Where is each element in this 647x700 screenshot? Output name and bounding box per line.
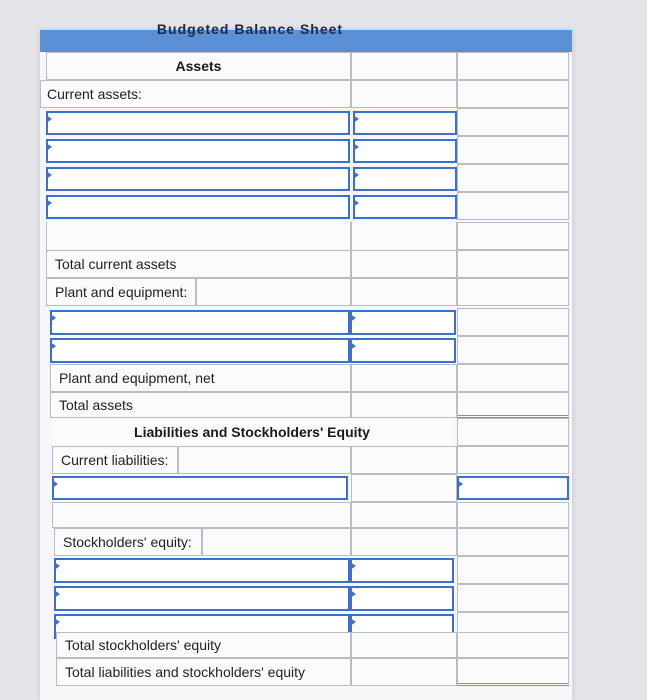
- total-liabilities-equity-row: [40, 658, 572, 686]
- equity-name-input[interactable]: [54, 586, 350, 611]
- current-asset-amount-input[interactable]: [353, 111, 457, 135]
- current-asset-row: [40, 164, 572, 192]
- plant-asset-name-input[interactable]: [50, 338, 350, 363]
- current-asset-name-input[interactable]: [46, 167, 350, 191]
- current-asset-row: [40, 108, 572, 136]
- equity-row: [40, 584, 572, 612]
- plant-equipment-net-label: Plant and equipment, net: [59, 370, 215, 386]
- current-asset-row: [40, 136, 572, 164]
- total-assets-row: [40, 392, 572, 418]
- stockholders-equity-row: [40, 528, 572, 556]
- current-asset-row: [40, 192, 572, 220]
- liabilities-heading-row: [40, 418, 572, 446]
- equity-name-input[interactable]: [54, 558, 350, 583]
- total-current-assets-label: Total current assets: [55, 256, 177, 272]
- liabilities-heading: Liabilities and Stockholders' Equity: [134, 424, 370, 440]
- current-liability-row: [40, 474, 572, 502]
- plant-asset-amount-input[interactable]: [350, 338, 456, 363]
- current-assets-row: [40, 80, 572, 108]
- total-current-assets-row: [40, 250, 572, 278]
- total-stockholders-equity-row: [40, 632, 572, 658]
- header-bar: [40, 21, 572, 52]
- current-asset-name-input[interactable]: [46, 111, 350, 135]
- total-liabilities-equity-label: Total liabilities and stockholders' equity: [65, 664, 306, 680]
- stockholders-equity-label: Stockholders' equity:: [63, 534, 192, 550]
- plant-equipment-row: [40, 278, 572, 306]
- assets-heading: Assets: [175, 58, 222, 74]
- plant-asset-amount-input[interactable]: [350, 310, 456, 335]
- current-liability-amount-input[interactable]: [457, 476, 569, 500]
- current-liabilities-row: [40, 446, 572, 474]
- current-liability-name-input[interactable]: [52, 476, 348, 500]
- plant-asset-row: [40, 336, 572, 364]
- current-asset-amount-input[interactable]: [353, 139, 457, 163]
- current-liabilities-label: Current liabilities:: [61, 452, 169, 468]
- equity-amount-input[interactable]: [350, 586, 454, 611]
- plant-asset-row: [40, 308, 572, 336]
- current-asset-name-input[interactable]: [46, 195, 350, 219]
- plant-equipment-net-row: [40, 364, 572, 392]
- equity-row: [40, 556, 572, 584]
- equity-amount-input[interactable]: [350, 558, 454, 583]
- current-asset-amount-input[interactable]: [353, 195, 457, 219]
- plant-equipment-label: Plant and equipment:: [55, 284, 188, 300]
- total-assets-label: Total assets: [59, 397, 133, 413]
- balance-sheet-table: [40, 21, 572, 700]
- total-stockholders-equity-label: Total stockholders' equity: [65, 637, 221, 653]
- table-title: Budgeted Balance Sheet: [156, 21, 344, 37]
- assets-heading-row: [40, 52, 572, 80]
- current-assets-label: Current assets:: [47, 86, 142, 102]
- current-asset-amount-input[interactable]: [353, 167, 457, 191]
- plant-asset-name-input[interactable]: [50, 310, 350, 335]
- current-asset-name-input[interactable]: [46, 139, 350, 163]
